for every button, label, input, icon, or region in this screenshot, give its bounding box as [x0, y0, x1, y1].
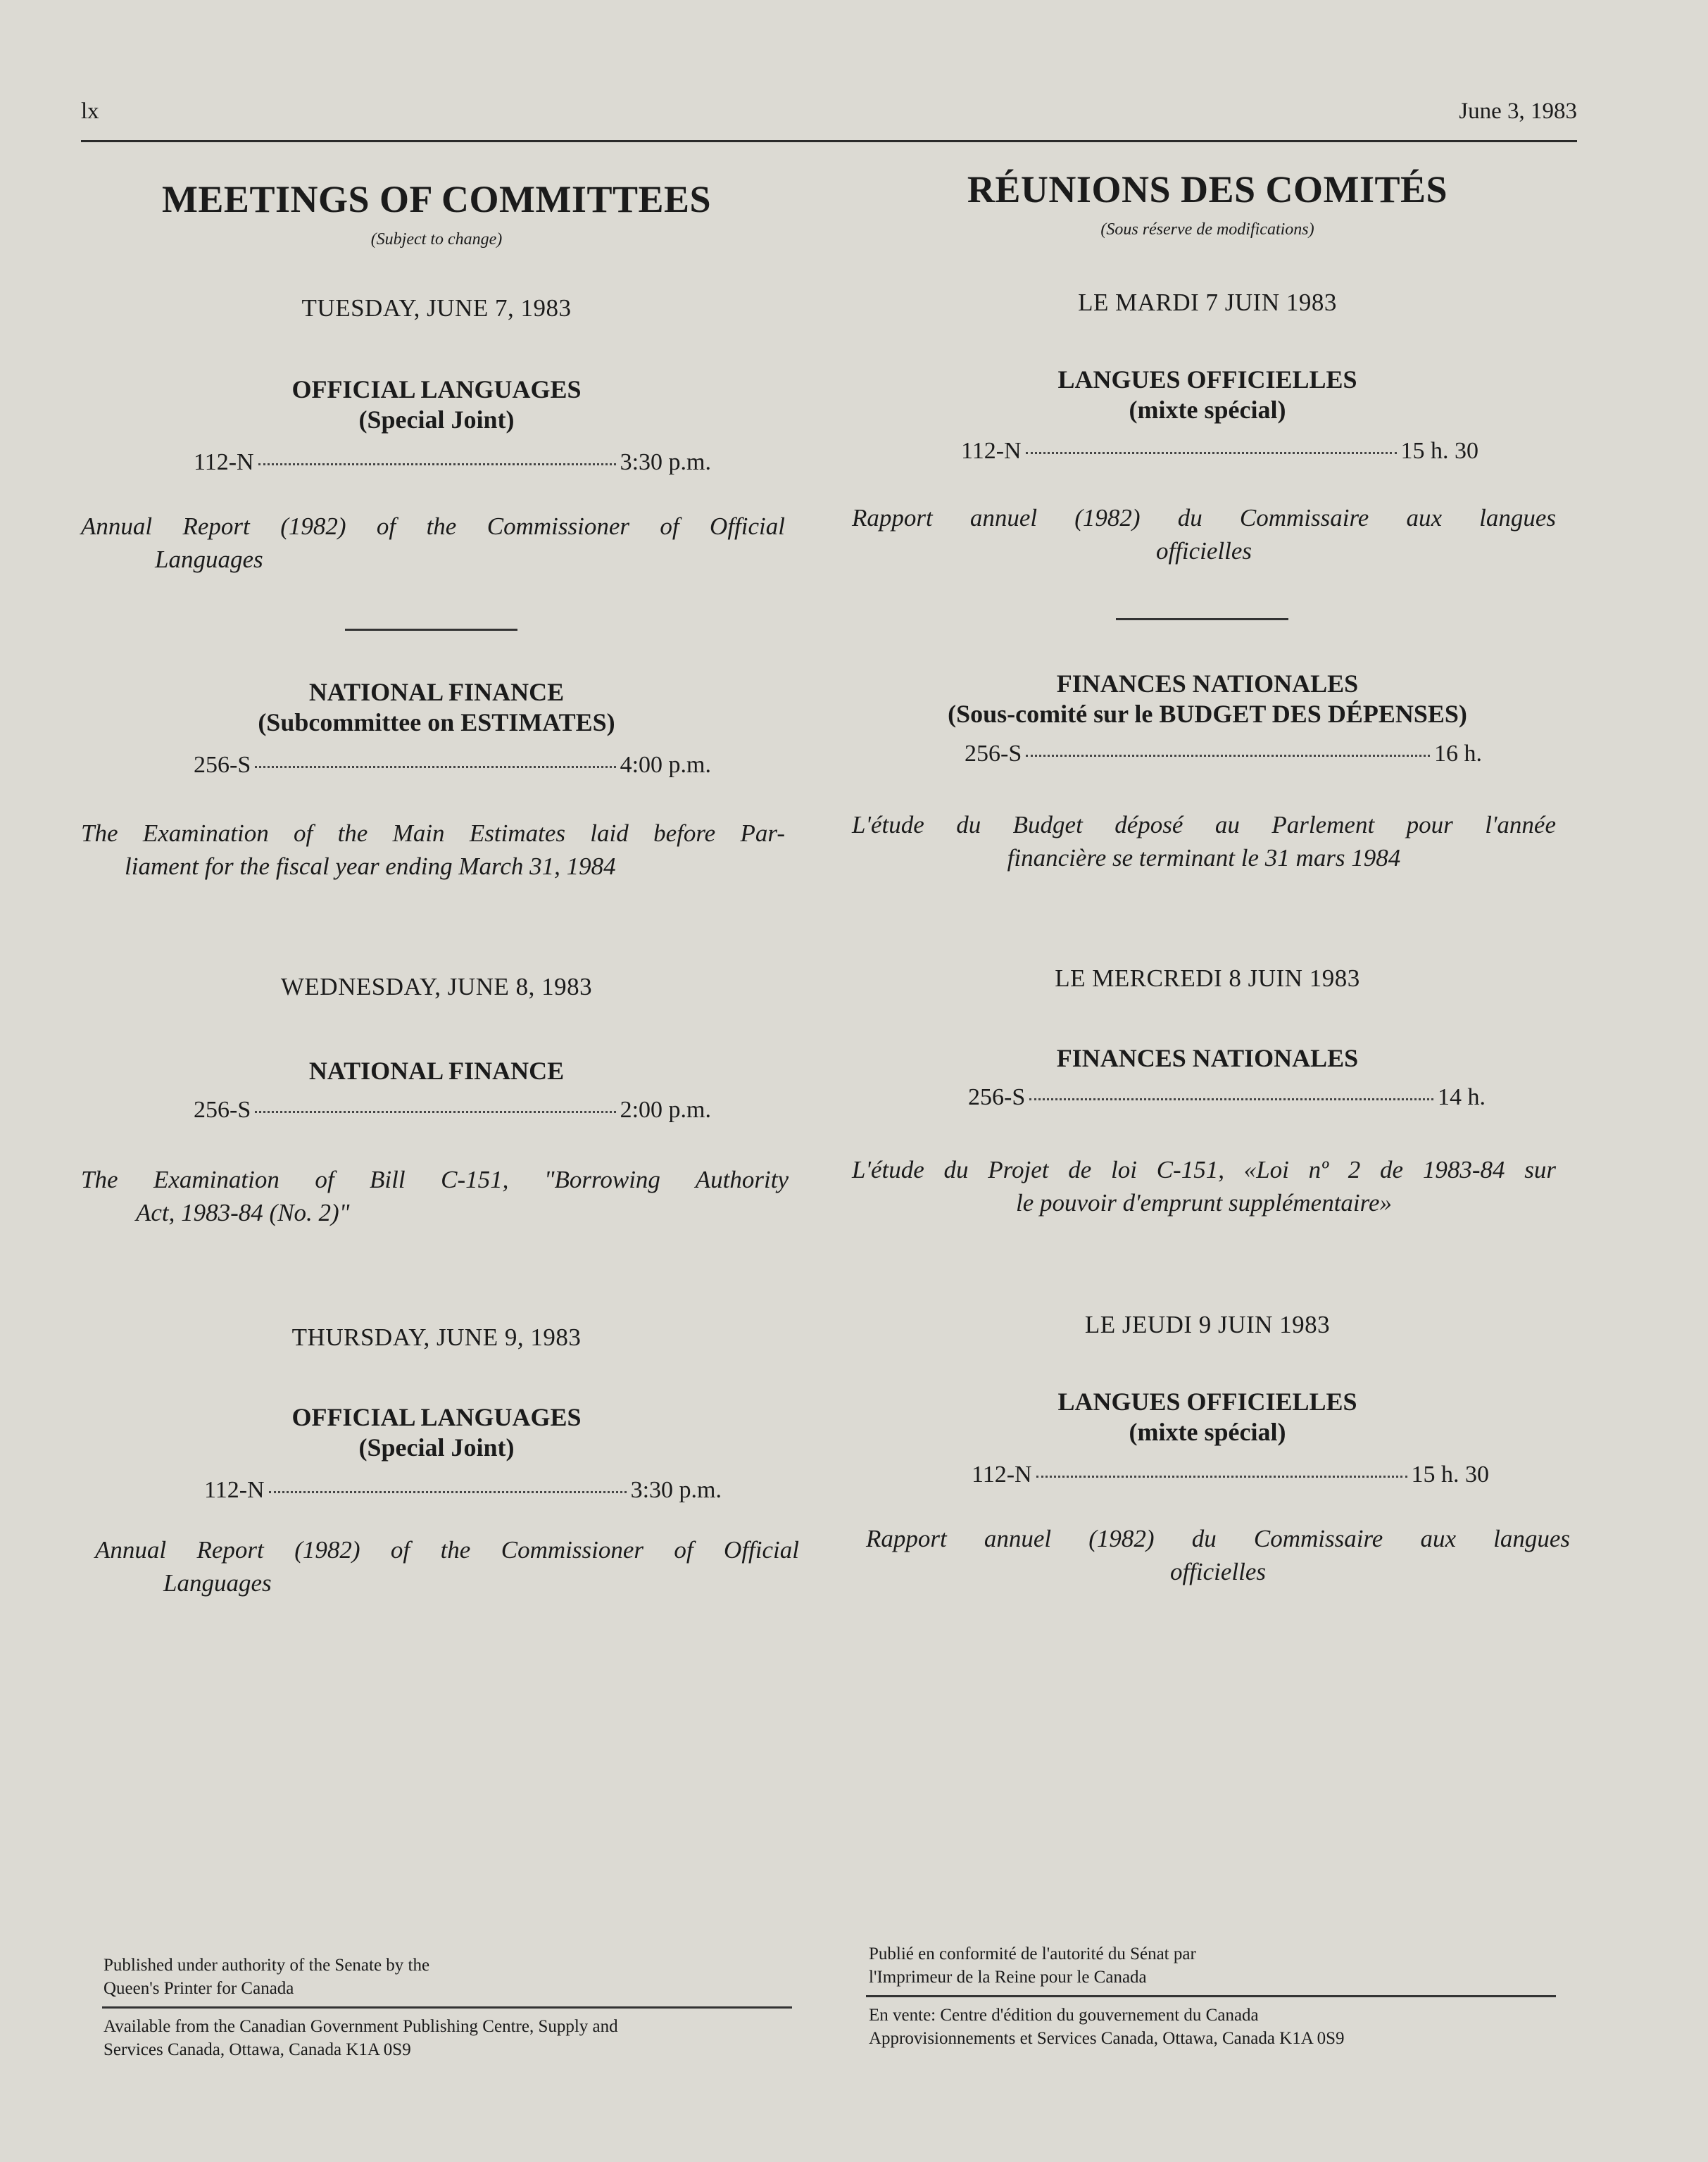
footer-line: Publié en conformité de l'autorité du Sénat par — [869, 1944, 1196, 1963]
date-tuesday: TUESDAY, JUNE 7, 1983 — [301, 294, 572, 322]
room-time-row — [204, 1477, 722, 1504]
committee-langues-officielles — [852, 1387, 1563, 1447]
room-number: 112-N — [972, 1462, 1032, 1488]
committee-qualifier: (Special Joint) — [358, 1433, 515, 1462]
meeting-time: 15 h. 30 — [1400, 438, 1478, 464]
footer-rule — [102, 2006, 792, 2009]
room-number: 256-S — [194, 752, 251, 778]
footer-line: Available from the Canadian Government Publishing Centre, Supply and — [103, 2017, 618, 2036]
subject-line: financière se terminant le 31 mars 1984 — [1007, 844, 1401, 872]
subject-line: Act, 1983-84 (No. 2)" — [136, 1199, 350, 1227]
french-availability-note — [869, 2004, 1573, 2050]
committee-official-languages — [81, 1402, 792, 1463]
subject-line: The Examination of the Main Estimates laid before Par- — [81, 819, 785, 847]
room-number: 256-S — [968, 1084, 1026, 1110]
room-number: 256-S — [965, 741, 1022, 767]
english-title: MEETINGS OF COMMITTEES — [161, 178, 712, 220]
committee-qualifier: (Special Joint) — [358, 406, 515, 434]
committee-qualifier: (mixte spécial) — [1129, 396, 1286, 425]
room-time-row — [972, 1462, 1489, 1488]
room-number: 112-N — [194, 449, 254, 475]
dot-leader — [1026, 452, 1397, 454]
dot-leader — [1036, 1476, 1407, 1478]
room-time-row — [194, 752, 711, 779]
subject-line: Languages — [155, 546, 263, 574]
committee-langues-officielles — [852, 365, 1563, 425]
subject-line: Languages — [163, 1569, 272, 1597]
footer-line: Approvisionnements et Services Canada, Ottawa, Canada K1A 0S9 — [869, 2028, 1345, 2048]
meeting-subject — [81, 510, 785, 577]
committee-finances-nationales-budget — [852, 669, 1563, 729]
meeting-time: 4:00 p.m. — [620, 752, 711, 778]
meeting-subject — [866, 1522, 1570, 1589]
footer-line: En vente: Centre d'édition du gouvernement du Canada — [869, 2006, 1259, 2025]
footer-rule — [866, 1995, 1556, 1997]
subject-line: L'étude du Budget déposé au Parlement pour l'année — [852, 811, 1556, 838]
meeting-subject — [852, 808, 1556, 875]
committee-qualifier: (Subcommittee on ESTIMATES) — [258, 708, 615, 737]
section-divider — [1116, 618, 1288, 620]
subject-line: officielles — [1155, 537, 1252, 565]
subject-line: officielles — [1169, 1558, 1267, 1586]
meeting-subject — [852, 1153, 1556, 1220]
meeting-subject — [81, 1163, 789, 1230]
meeting-subject — [95, 1533, 799, 1600]
subject-line: L'étude du Projet de loi C-151, «Loi nº 2 de 1983-84 sur — [852, 1156, 1556, 1183]
subject-line: le pouvoir d'emprunt supplémentaire» — [1015, 1189, 1393, 1217]
date-mercredi: LE MERCREDI 8 JUIN 1983 — [1055, 964, 1360, 992]
committee-qualifier: (mixte spécial) — [1129, 1418, 1286, 1447]
meeting-time: 16 h. — [1434, 741, 1482, 767]
french-publisher-note — [869, 1943, 1573, 1989]
dot-leader — [269, 1491, 627, 1493]
dot-leader — [1029, 1098, 1433, 1100]
meeting-time: 15 h. 30 — [1411, 1462, 1489, 1488]
date-mardi: LE MARDI 7 JUIN 1983 — [1078, 289, 1337, 316]
committee-name: NATIONAL FINANCE — [308, 678, 565, 706]
committee-national-finance — [81, 1056, 792, 1086]
room-time-row — [194, 449, 711, 476]
meeting-time: 3:30 p.m. — [620, 449, 711, 475]
committee-qualifier: (Sous-comité sur le BUDGET DES DÉPENSES) — [948, 700, 1467, 729]
room-time-row — [194, 1097, 711, 1124]
room-number: 112-N — [204, 1477, 265, 1503]
page-number: lx — [81, 99, 99, 124]
english-availability-note — [103, 2016, 808, 2061]
date-wednesday: WEDNESDAY, JUNE 8, 1983 — [280, 973, 593, 1000]
committee-name: LANGUES OFFICIELLES — [1057, 1388, 1357, 1416]
footer-line: Queen's Printer for Canada — [103, 1978, 294, 1998]
room-number: 112-N — [961, 438, 1022, 464]
english-publisher-note — [103, 1954, 808, 2000]
committee-name: LANGUES OFFICIELLES — [1057, 365, 1357, 394]
meeting-time: 14 h. — [1438, 1084, 1486, 1110]
page-date: June 3, 1983 — [1459, 99, 1577, 124]
footer-line: Published under authority of the Senate by the — [103, 1956, 430, 1975]
meeting-subject — [81, 817, 785, 884]
french-title: RÉUNIONS DES COMITÉS — [967, 168, 1448, 210]
subject-line: Annual Report (1982) of the Commissioner of Official — [95, 1536, 799, 1564]
subject-line: Rapport annuel (1982) du Commissaire aux langues — [852, 504, 1556, 532]
english-column — [81, 169, 799, 1971]
footer-line: Services Canada, Ottawa, Canada K1A 0S9 — [103, 2040, 411, 2059]
subject-line: Annual Report (1982) of the Commissioner of Official — [81, 513, 785, 540]
committee-name: OFFICIAL LANGUAGES — [291, 1403, 582, 1431]
committee-finances-nationales — [852, 1043, 1563, 1074]
dot-leader — [255, 1111, 615, 1113]
dot-leader — [255, 766, 615, 768]
room-time-row — [965, 741, 1482, 767]
meeting-subject — [852, 501, 1556, 568]
english-subtitle: (Subject to change) — [370, 230, 503, 249]
dot-leader — [1026, 755, 1430, 757]
subject-line: liament for the fiscal year ending March 31, 1984 — [125, 853, 616, 881]
room-time-row — [961, 438, 1478, 465]
french-column — [852, 168, 1570, 1971]
committee-name: NATIONAL FINANCE — [308, 1057, 565, 1085]
committee-name: FINANCES NATIONALES — [1056, 1044, 1359, 1072]
header-rule — [81, 140, 1577, 142]
committee-national-finance-estimates — [81, 677, 792, 738]
meeting-time: 2:00 p.m. — [620, 1097, 711, 1123]
room-number: 256-S — [194, 1097, 251, 1123]
committee-name: FINANCES NATIONALES — [1056, 670, 1359, 698]
meeting-time: 3:30 p.m. — [630, 1477, 722, 1503]
subject-line: Rapport annuel (1982) du Commissaire aux langues — [866, 1525, 1570, 1552]
section-divider — [345, 629, 517, 631]
french-subtitle: (Sous réserve de modifications) — [1100, 220, 1314, 239]
date-thursday: THURSDAY, JUNE 9, 1983 — [291, 1324, 582, 1351]
dot-leader — [258, 463, 616, 465]
committee-name: OFFICIAL LANGUAGES — [291, 375, 582, 403]
page-header — [81, 99, 1577, 141]
date-jeudi: LE JEUDI 9 JUIN 1983 — [1084, 1311, 1331, 1338]
room-time-row — [968, 1084, 1486, 1111]
subject-line: The Examination of Bill C-151, "Borrowing Authority — [81, 1166, 789, 1193]
committee-official-languages — [81, 375, 792, 435]
footer-line: l'Imprimeur de la Reine pour le Canada — [869, 1967, 1147, 1987]
